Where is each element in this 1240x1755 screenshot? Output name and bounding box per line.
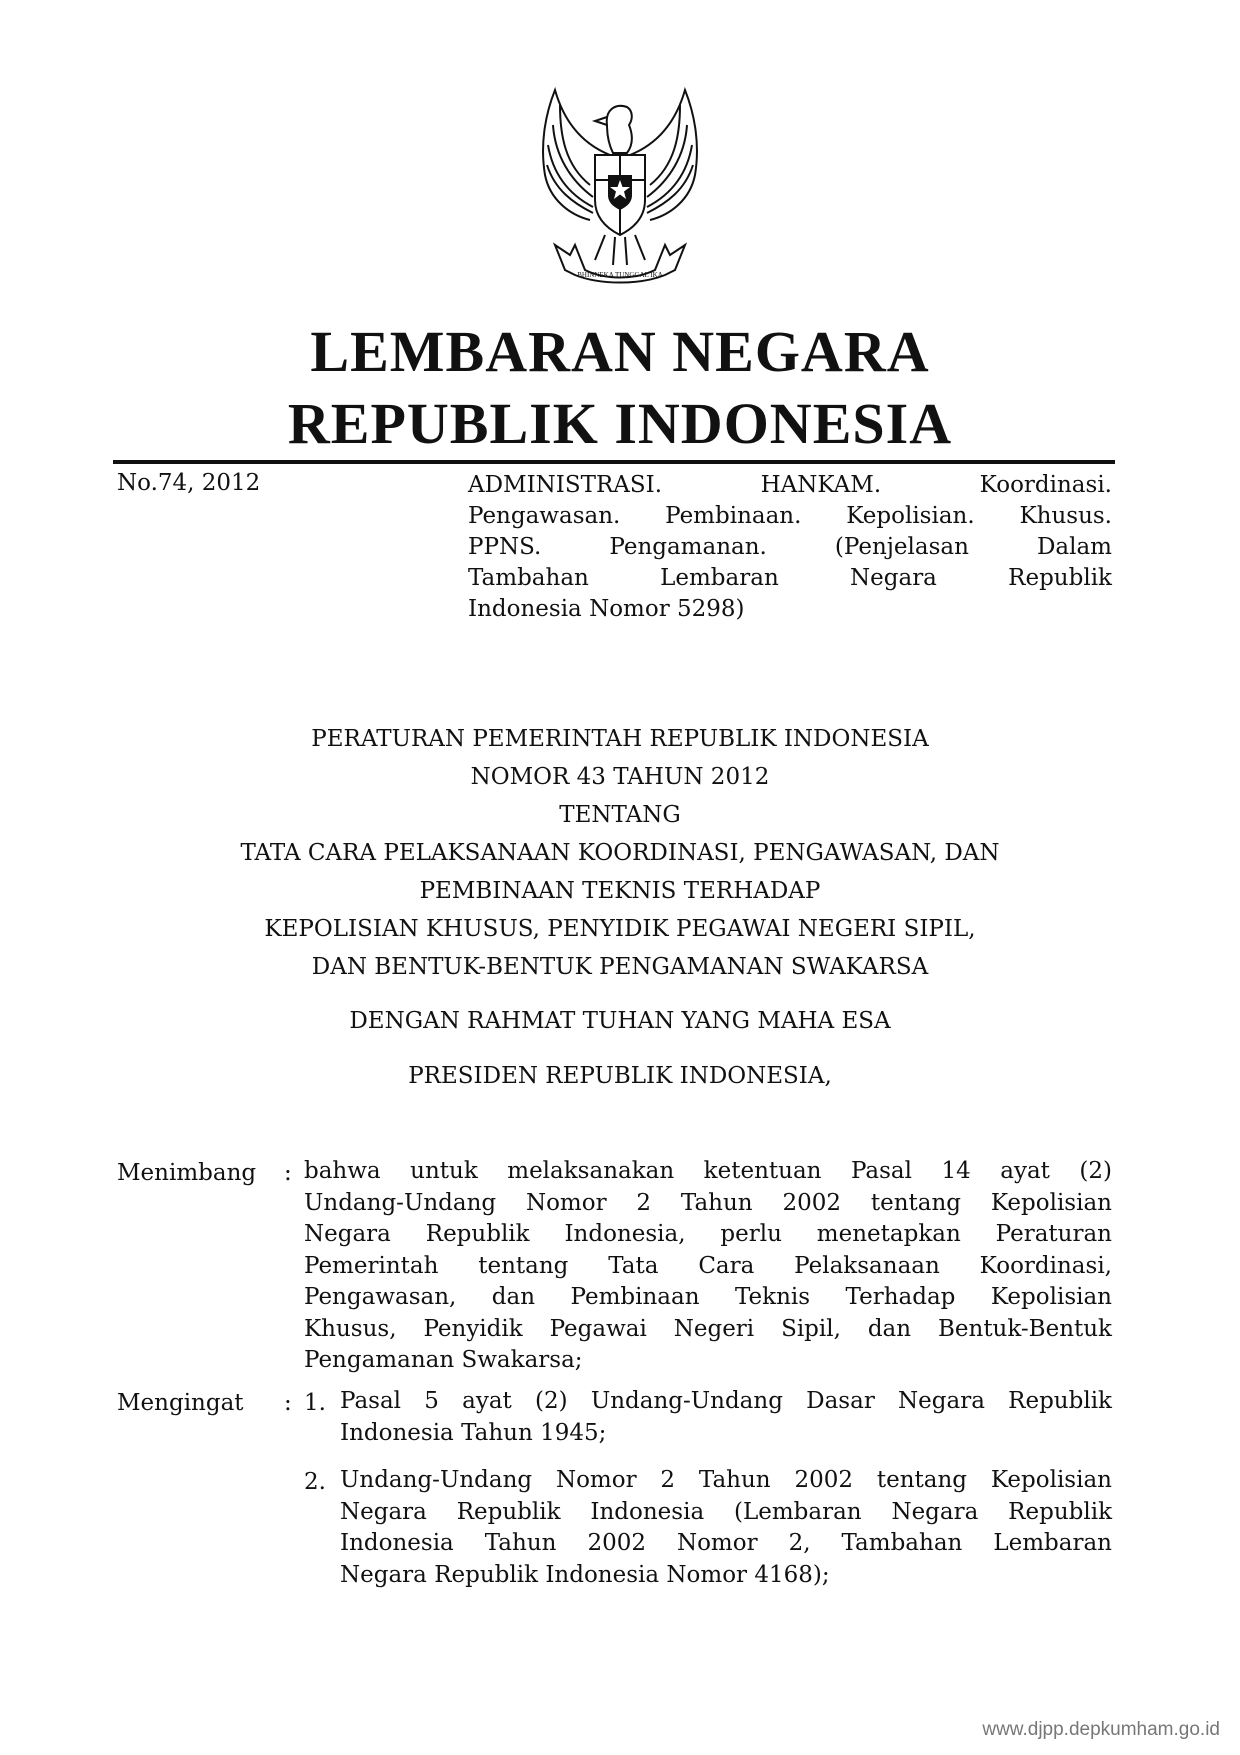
mengingat-line: Negara Republik Indonesia Nomor 4168); (340, 1561, 830, 1588)
mengingat-line: Negara Republik Indonesia (Lembaran Negara Republik (340, 1498, 1112, 1525)
menimbang-colon: : (284, 1160, 292, 1186)
menimbang-line: Khusus, Penyidik Pegawai Negeri Sipil, dan Bentuk-Bentuk (304, 1315, 1112, 1342)
title-line: KEPOLISIAN KHUSUS, PENYIDIK PEGAWAI NEGERI SIPIL, (264, 916, 976, 942)
title-line: PERATURAN PEMERINTAH REPUBLIK INDONESIA (311, 726, 929, 752)
title-line: PEMBINAAN TEKNIS TERHADAP (419, 878, 821, 904)
title-line: NOMOR 43 TAHUN 2012 (470, 764, 770, 790)
preamble-line: PRESIDEN REPUBLIK INDONESIA, (408, 1063, 832, 1089)
menimbang-line: Pengamanan Swakarsa; (304, 1347, 583, 1373)
subject-line: Indonesia Nomor 5298) (468, 596, 745, 622)
masthead-line-2: REPUBLIK INDONESIA (287, 391, 953, 456)
menimbang-line: Undang-Undang Nomor 2 Tahun 2002 tentang Kepolisian (304, 1189, 1112, 1216)
preamble-line: DENGAN RAHMAT TUHAN YANG MAHA ESA (349, 1008, 891, 1034)
issue-subject (468, 470, 1112, 625)
menimbang-label: Menimbang (117, 1160, 257, 1186)
preamble (0, 1002, 1240, 1112)
subject-line: Tambahan Lembaran Negara Republik (468, 565, 1112, 591)
menimbang-line: Negara Republik Indonesia, perlu menetapkan Peraturan (304, 1221, 1112, 1247)
mengingat-item-2 (340, 1465, 1112, 1591)
mengingat-item-number: 2. (304, 1469, 326, 1495)
menimbang-line: Pemerintah tentang Tata Cara Pelaksanaan Koordinasi, (304, 1252, 1112, 1279)
mengingat-colon: : (284, 1390, 292, 1416)
mengingat-label: Mengingat (117, 1390, 244, 1416)
menimbang-text (304, 1156, 1112, 1377)
subject-line: ADMINISTRASI. HANKAM. Koordinasi. (468, 472, 1112, 498)
mengingat-line: Indonesia Tahun 2002 Nomor 2, Tambahan Lembaran (340, 1530, 1112, 1556)
mengingat-line: Undang-Undang Nomor 2 Tahun 2002 tentang Kepolisian (340, 1467, 1112, 1493)
title-line: TENTANG (559, 802, 681, 828)
menimbang-line: Pengawasan, dan Pembinaan Teknis Terhadap Kepolisian (304, 1284, 1112, 1310)
menimbang-line: bahwa untuk melaksanakan ketentuan Pasal 14 ayat (2) (304, 1158, 1112, 1184)
mengingat-item-1 (340, 1386, 1112, 1449)
footer-url: www.djpp.depkumham.go.id (982, 1719, 1220, 1740)
subject-line: PPNS. Pengamanan. (Penjelasan Dalam (468, 534, 1112, 560)
garuda-pancasila-icon (515, 85, 725, 295)
mengingat-line: Indonesia Tahun 1945; (340, 1419, 607, 1446)
emblem-motto: BHINNEKA TUNGGAL IKA (577, 271, 663, 279)
issue-number: No.74, 2012 (117, 470, 261, 496)
title-line: TATA CARA PELAKSANAAN KOORDINASI, PENGAWASAN, DAN (240, 840, 1000, 866)
mengingat-line: Pasal 5 ayat (2) Undang-Undang Dasar Negara Republik (340, 1388, 1112, 1414)
title-line: DAN BENTUK-BENTUK PENGAMANAN SWAKARSA (311, 954, 929, 980)
subject-line: Pengawasan. Pembinaan. Kepolisian. Khusus. (468, 503, 1112, 529)
masthead-divider (113, 460, 1115, 464)
masthead-line-1: LEMBARAN NEGARA (310, 319, 930, 384)
regulation-title (0, 720, 1240, 986)
mengingat-item-number: 1. (304, 1390, 326, 1416)
